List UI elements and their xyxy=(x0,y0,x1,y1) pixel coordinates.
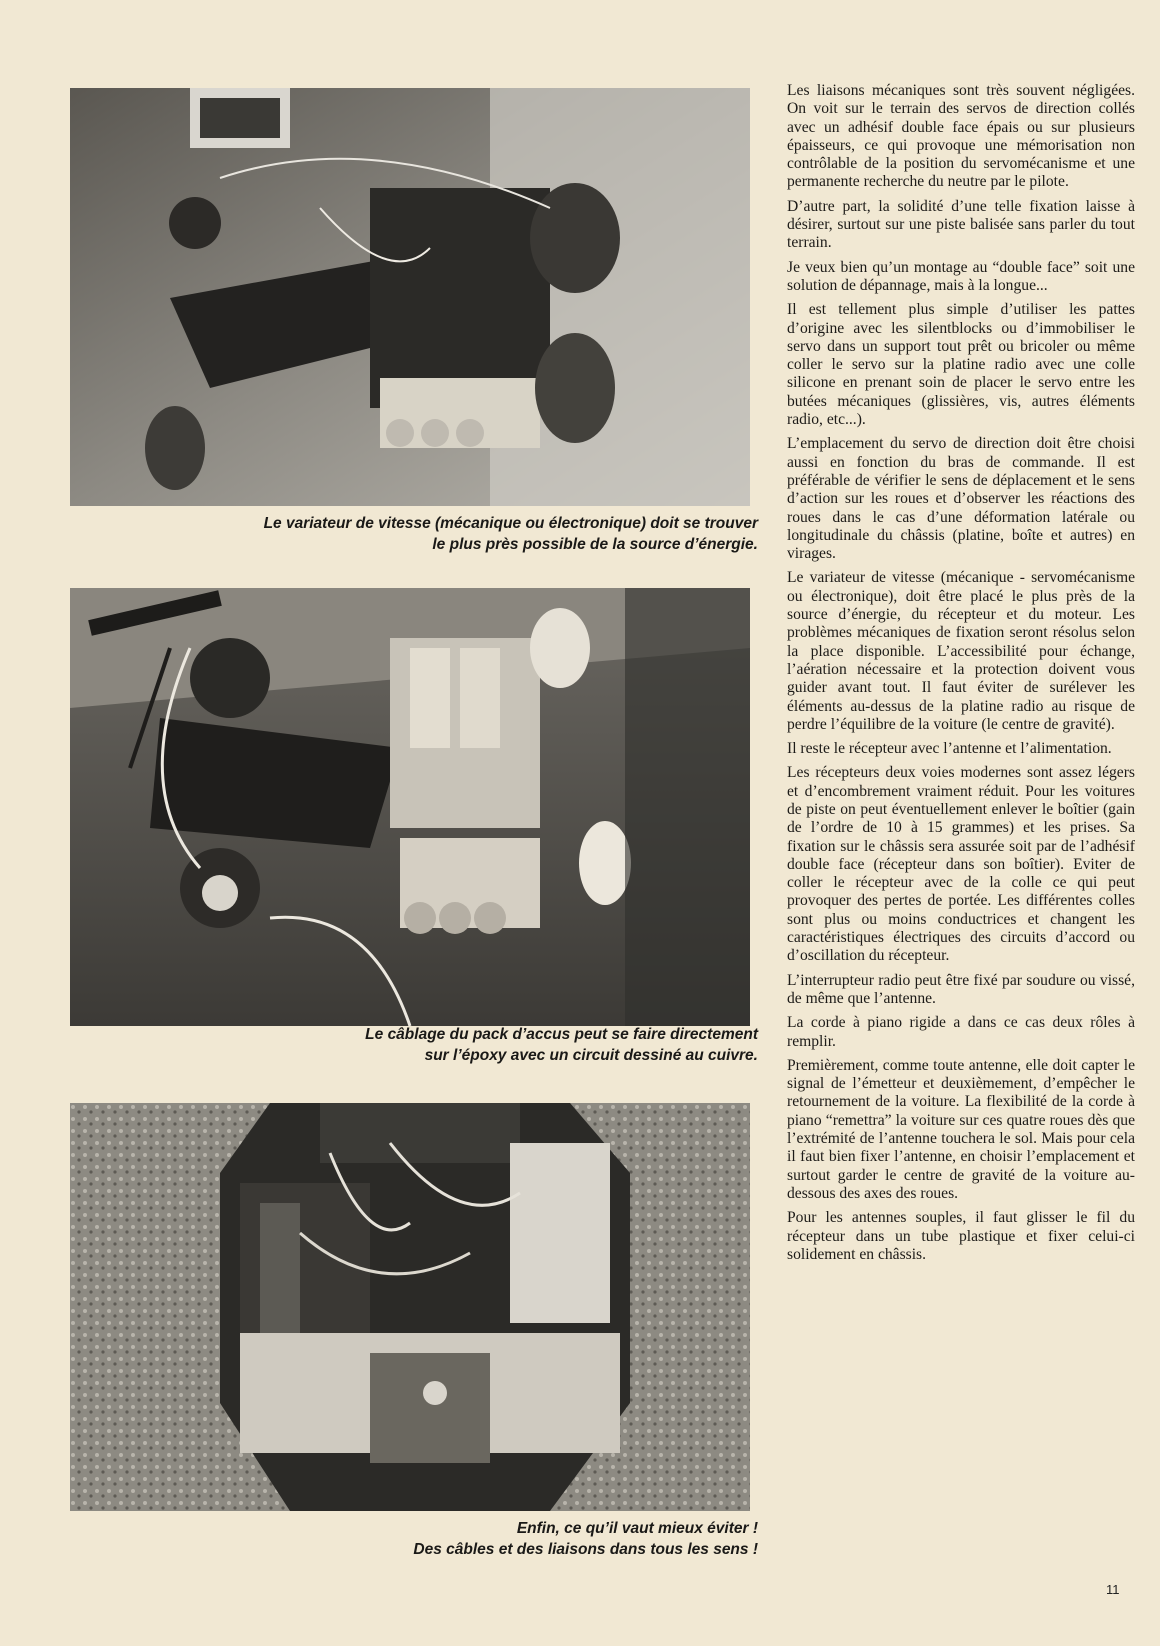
caption-2-line-2: sur l’époxy avec un circuit dessiné au cuivre. xyxy=(424,1047,758,1064)
article-paragraph: Il reste le récepteur avec l’antenne et l’alimentation. xyxy=(787,740,1112,758)
article-paragraph: Le variateur de vitesse (mécanique - servomécanisme ou électronique), doit être placé le plus près de la source d’énergie, du récepteur et du moteur. Les problèmes mécaniques de fixation seront résolus selon la place disponible. L’accessibilité pour échange, l’aération nécessaire et la protection doivent vous guider avant tout. Il faut éviter de surélever les éléments au-dessus de la platine radio au risque de perdre l’équilibre de la voiture (le centre de gravité). xyxy=(787,569,1135,733)
photo-2-image xyxy=(70,588,750,1026)
article-paragraph: Les récepteurs deux voies modernes sont assez légers et d’encombrement vraiment réduit. Pour les voitures de piste on peut éventuellement enlever le boîtier (gain de l’ordre de 10 à 15 grammes) et les prises. Sa fixation sur le châssis sera assurée soit par de l’adhésif double face (récepteur dans son boîtier). Eviter de coller le récepteur avec de la colle ce qui peut provoquer des pertes de portée. Les différentes colles sont plus ou moins conductrices et changent les caractéristiques électriques des circuits d’accord ou d’oscillation du récepteur. xyxy=(787,764,1135,965)
article-paragraph: Les liaisons mécaniques sont très souvent négligées. On voit sur le terrain des servos de direction collés avec un adhésif double face épais ou sur plusieurs épaisseurs, ce qui provoque une mémorisation non contrôlable de la position du servomécanisme et une permanente recherche du neutre par le pilote. xyxy=(787,82,1135,191)
article-paragraph: Il est tellement plus simple d’utiliser les pattes d’origine avec les silentblocks ou d’immobiliser le servo dans un support tout prêt ou bricoler ou même coller le servo sur la platine radio avec une colle silicone en prenant soin de placer le servo entre les butées mécaniques (glissières, vis, autres éléments radio, etc...). xyxy=(787,301,1135,429)
article-paragraph: L’emplacement du servo de direction doit être choisi aussi en fonction du bras de commande. Il est préférable de vérifier le sens de déplacement et le sens d’action sur les roues et d’observer les réactions des roues dans le cas d’une déformation latérale ou longitudinale du châssis (platine, boîte et autres) en virages. xyxy=(787,435,1135,563)
caption-1-line-2: le plus près possible de la source d’énergie. xyxy=(432,536,758,553)
article-paragraph: D’autre part, la solidité d’une telle fixation laisse à désirer, surtout sur une piste balisée sans parler du tout terrain. xyxy=(787,197,1135,252)
article-paragraph: L’interrupteur radio peut être fixé par soudure ou vissé, de même que l’antenne. xyxy=(787,971,1135,1007)
photo-speed-controller-chassis xyxy=(70,88,750,506)
photo-battery-pack-wiring xyxy=(70,588,750,1026)
caption-3-line-1: Enfin, ce qu’il vaut mieux éviter ! xyxy=(516,1520,758,1537)
caption-photo-3 xyxy=(70,1518,758,1560)
article-text-column xyxy=(787,82,1135,1270)
caption-photo-1 xyxy=(70,513,758,555)
caption-1-line-1: Le variateur de vitesse (mécanique ou électronique) doit se trouver xyxy=(263,515,758,532)
article-paragraph: Je veux bien qu’un montage au “double face” soit une solution de dépannage, mais à la longue... xyxy=(787,258,1135,294)
photo-1-image xyxy=(70,88,750,506)
caption-photo-2 xyxy=(70,1024,758,1066)
article-paragraph: La corde à piano rigide a dans ce cas deux rôles à remplir. xyxy=(787,1014,1135,1050)
article-paragraph: Premièrement, comme toute antenne, elle doit capter le signal de l’émetteur et deuxièmement, d’empêcher le retournement de la voiture. La flexibilité de la corde à piano “remettra” la voiture sur ces quatre roues dès que l’extrémité de l’antenne touchera le sol. Mais pour cela il faut bien fixer l’antenne, en choisir l’emplacement et surtout garder le centre de gravité de la voiture au-dessous des axes des roues. xyxy=(787,1056,1135,1202)
photo-messy-wiring xyxy=(70,1103,750,1511)
caption-3-line-2: Des câbles et des liaisons dans tous les sens ! xyxy=(413,1541,758,1558)
page-number: 11 xyxy=(1106,1582,1120,1597)
photo-3-image xyxy=(70,1103,750,1511)
article-paragraph: Pour les antennes souples, il faut glisser le fil du récepteur dans un tube plastique et fixer celui-ci solidement en châssis. xyxy=(787,1209,1135,1263)
caption-2-line-1: Le câblage du pack d’accus peut se faire directement xyxy=(365,1026,758,1043)
